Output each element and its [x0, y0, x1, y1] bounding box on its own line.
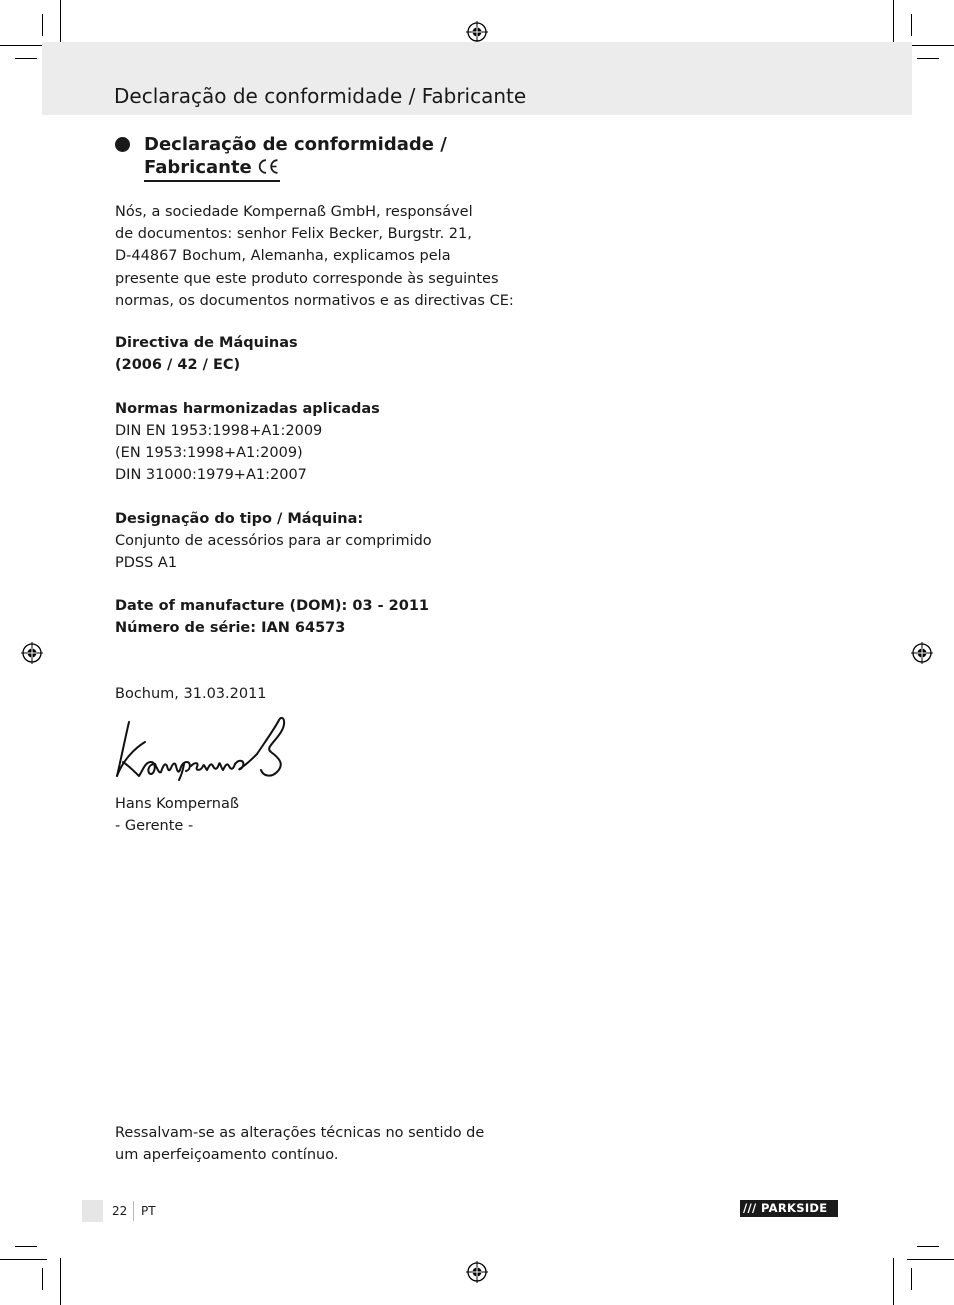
crop-mark — [60, 1258, 61, 1305]
standard-item: DIN EN 1953:1998+A1:2009 — [115, 423, 323, 439]
directive-heading: Directiva de Máquinas — [115, 335, 298, 351]
type-description: Conjunto de acessórios para ar comprimido — [115, 533, 432, 549]
disclaimer-line: Ressalvam-se as alterações técnicas no sentido de — [115, 1125, 485, 1141]
manufacture-date: Date of manufacture (DOM): 03 - 2011 — [115, 598, 430, 614]
bullet-icon — [115, 137, 130, 152]
section-title-line1: Declaração de conformidade / — [144, 134, 447, 155]
crop-mark — [15, 1246, 37, 1247]
type-model: PDSS A1 — [115, 555, 178, 571]
crop-mark — [60, 0, 61, 47]
registration-mark-icon — [466, 1261, 488, 1283]
intro-line: Nós, a sociedade Kompernaß GmbH, responsável — [115, 204, 473, 220]
registration-mark-icon — [466, 21, 488, 43]
directive-number: (2006 / 42 / EC) — [115, 357, 241, 373]
footer-marker — [82, 1200, 103, 1222]
crop-mark — [0, 1259, 47, 1260]
crop-mark — [917, 58, 939, 59]
crop-mark — [911, 1268, 912, 1290]
crop-mark — [907, 45, 954, 46]
crop-mark — [0, 45, 47, 46]
crop-mark — [15, 58, 37, 59]
standard-item: DIN 31000:1979+A1:2007 — [115, 467, 307, 483]
standard-item: (EN 1953:1998+A1:2009) — [115, 445, 303, 461]
registration-mark-icon — [911, 642, 933, 664]
disclaimer-line: um aperfeiçoamento contínuo. — [115, 1147, 339, 1163]
language-code: PT — [141, 1204, 156, 1218]
section-title — [144, 133, 447, 182]
signer-name: Hans Kompernaß — [115, 796, 239, 812]
crop-mark — [893, 1258, 894, 1305]
page-number: 22 — [112, 1204, 128, 1218]
parkside-logo — [740, 1200, 838, 1217]
footer-divider — [133, 1201, 134, 1221]
crop-mark — [42, 14, 43, 36]
crop-mark — [42, 1268, 43, 1290]
logo-slashes: /// — [743, 1201, 757, 1215]
registration-mark-icon — [21, 642, 43, 664]
crop-mark — [911, 14, 912, 36]
section-title-line2: Fabricante — [144, 157, 252, 178]
intro-line: D-44867 Bochum, Alemanha, explicamos pela — [115, 248, 451, 264]
place-date: Bochum, 31.03.2011 — [115, 686, 267, 702]
intro-line: normas, os documentos normativos e as directivas CE: — [115, 293, 514, 309]
signature-image — [115, 714, 290, 782]
page-title: Declaração de conformidade / Fabricante — [114, 84, 527, 108]
ce-mark-icon — [256, 158, 280, 175]
intro-line: presente que este produto corresponde às seguintes — [115, 271, 499, 287]
section-title-line2-wrap — [144, 156, 280, 182]
signer-role: - Gerente - — [115, 818, 194, 834]
logo-text: PARKSIDE — [761, 1201, 828, 1215]
crop-mark — [917, 1246, 939, 1247]
crop-mark — [907, 1259, 954, 1260]
intro-line: de documentos: senhor Felix Becker, Burgstr. 21, — [115, 226, 472, 242]
crop-mark — [893, 0, 894, 47]
serial-number: Número de série: IAN 64573 — [115, 620, 346, 636]
standards-heading: Normas harmonizadas aplicadas — [115, 401, 380, 417]
type-heading: Designação do tipo / Máquina: — [115, 511, 364, 527]
